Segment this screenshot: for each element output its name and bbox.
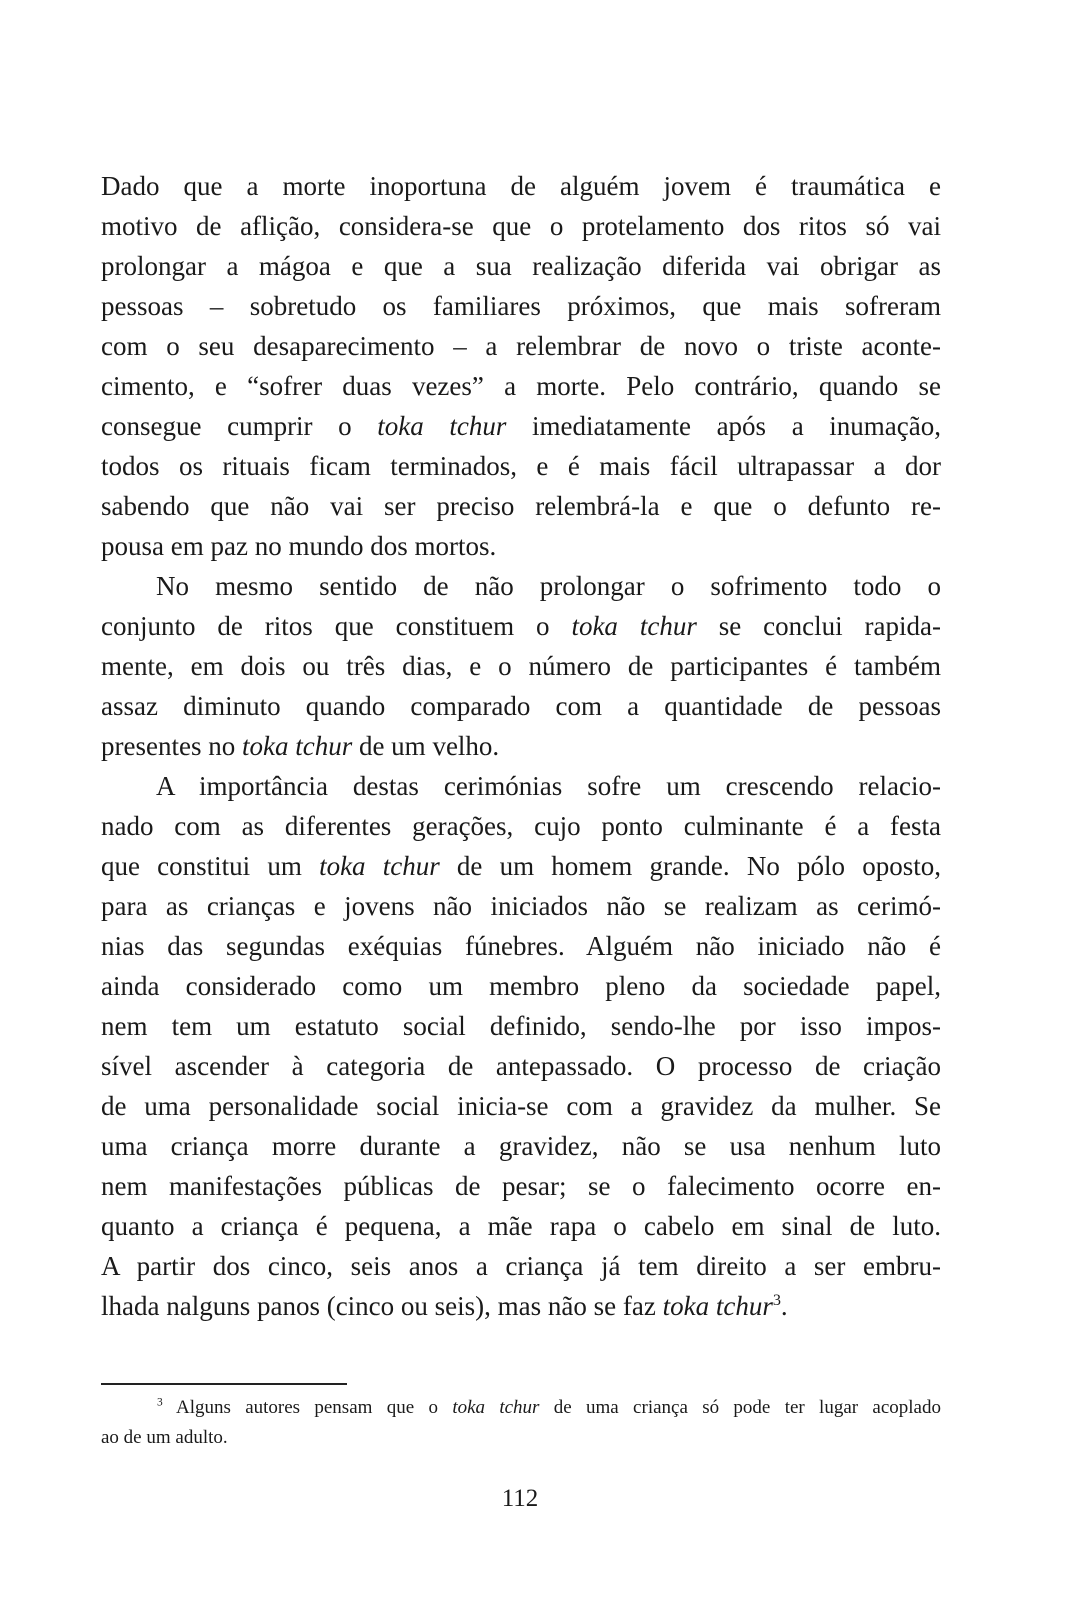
- text-segment: uma criança morre durante a gravidez, não se usa nenhum luto: [101, 1131, 941, 1161]
- footnote: [101, 1393, 941, 1453]
- text-line: [101, 926, 941, 966]
- italic-term: toka tchur: [662, 1291, 773, 1321]
- text-segment: No mesmo sentido de não prolongar o sofrimento todo o: [156, 571, 941, 601]
- text-segment: quanto a criança é pequena, a mãe rapa o cabelo em sinal de luto.: [101, 1211, 941, 1241]
- text-line: [101, 886, 941, 926]
- text-segment: presentes no: [101, 731, 242, 761]
- text-segment: Alguns autores pensam que o: [162, 1397, 453, 1418]
- text-line: [101, 646, 941, 686]
- text-line: [101, 1206, 941, 1246]
- text-segment: cimento, e “sofrer duas vezes” a morte. Pelo contrário, quando se: [101, 371, 941, 401]
- italic-term: toka tchur: [319, 851, 440, 881]
- text-segment: sível ascender à categoria de antepassado. O processo de criação: [101, 1051, 941, 1081]
- text-line: [101, 486, 941, 526]
- text-line: [101, 1246, 941, 1286]
- text-segment: com o seu desaparecimento – a relembrar de novo o triste aconte-: [101, 331, 941, 361]
- text-segment: Dado que a morte inoportuna de alguém jovem é traumática e: [101, 171, 941, 201]
- text-line: [101, 286, 941, 326]
- paragraph: [101, 766, 941, 1326]
- text-line: [101, 1423, 941, 1453]
- text-line: [101, 326, 941, 366]
- text-line: [101, 606, 941, 646]
- text-segment: consegue cumprir o: [101, 411, 378, 441]
- text-segment: imediatamente após a inumação,: [506, 411, 941, 441]
- text-segment: de uma criança só pode ter lugar acoplado: [539, 1397, 941, 1418]
- text-segment: sabendo que não vai ser preciso relembrá-la e que o defunto re-: [101, 491, 941, 521]
- paragraph: [101, 566, 941, 766]
- text-segment: nem manifestações públicas de pesar; se o falecimento ocorre en-: [101, 1171, 941, 1201]
- text-line: [101, 1126, 941, 1166]
- text-segment: conjunto de ritos que constituem o: [101, 611, 572, 641]
- text-segment: lhada nalguns panos (cinco ou seis), mas não se faz: [101, 1291, 663, 1321]
- text-line: [101, 366, 941, 406]
- italic-term: toka tchur: [452, 1397, 540, 1418]
- italic-term: toka tchur: [571, 611, 697, 641]
- text-segment: A partir dos cinco, seis anos a criança já tem direito a ser embru-: [101, 1251, 941, 1281]
- text-line: [101, 966, 941, 1006]
- text-segment: de uma personalidade social inicia-se com a gravidez da mulher. Se: [101, 1091, 941, 1121]
- text-segment: ainda considerado como um membro pleno da sociedade papel,: [101, 971, 941, 1001]
- text-line: [101, 566, 941, 606]
- text-line: [101, 206, 941, 246]
- text-segment: nias das segundas exéquias fúnebres. Alguém não iniciado não é: [101, 931, 941, 961]
- text-segment: para as crianças e jovens não iniciados não se realizam as cerimó-: [101, 891, 941, 921]
- text-segment: que constitui um: [101, 851, 320, 881]
- text-line: [101, 806, 941, 846]
- text-segment: ao de um adulto.: [101, 1427, 228, 1448]
- text-line: [101, 1286, 941, 1326]
- text-line: [101, 1086, 941, 1126]
- text-segment: nem tem um estatuto social definido, sendo-lhe por isso impos-: [101, 1011, 941, 1041]
- text-segment: motivo de aflição, considera-se que o protelamento dos ritos só vai: [101, 211, 941, 241]
- text-line: [101, 166, 941, 206]
- text-segment: assaz diminuto quando comparado com a quantidade de pessoas: [101, 691, 941, 721]
- text-line: [101, 726, 941, 766]
- text-line: [101, 1393, 941, 1423]
- italic-term: toka tchur: [241, 731, 353, 761]
- footnote-marker: 3: [772, 1291, 781, 1309]
- text-line: [101, 526, 941, 566]
- text-line: [101, 406, 941, 446]
- text-line: [101, 1006, 941, 1046]
- text-segment: prolongar a mágoa e que a sua realização diferida vai obrigar as: [101, 251, 941, 281]
- text-segment: nado com as diferentes gerações, cujo ponto culminante é a festa: [101, 811, 941, 841]
- text-line: [101, 446, 941, 486]
- italic-term: toka tchur: [377, 411, 507, 441]
- text-segment: pousa em paz no mundo dos mortos.: [101, 531, 497, 561]
- text-line: [101, 1166, 941, 1206]
- body-text: [101, 166, 941, 1326]
- text-segment: de um velho.: [352, 731, 500, 761]
- footnote-divider: [101, 1383, 347, 1385]
- text-segment: de um homem grande. No pólo oposto,: [439, 851, 941, 881]
- text-segment: pessoas – sobretudo os familiares próximos, que mais sofreram: [101, 291, 941, 321]
- text-segment: .: [780, 1291, 788, 1321]
- footnote-marker: 3: [157, 1396, 163, 1409]
- text-segment: mente, em dois ou três dias, e o número de participantes é também: [101, 651, 941, 681]
- text-line: [101, 246, 941, 286]
- text-line: [101, 1046, 941, 1086]
- text-line: [101, 766, 941, 806]
- text-line: [101, 686, 941, 726]
- paragraph: [101, 166, 941, 566]
- text-segment: todos os rituais ficam terminados, e é mais fácil ultrapassar a dor: [101, 451, 941, 481]
- text-segment: se conclui rapida-: [696, 611, 942, 641]
- text-line: [101, 846, 941, 886]
- text-segment: A importância destas cerimónias sofre um crescendo relacio-: [156, 771, 941, 801]
- page-number: 112: [501, 1485, 539, 1512]
